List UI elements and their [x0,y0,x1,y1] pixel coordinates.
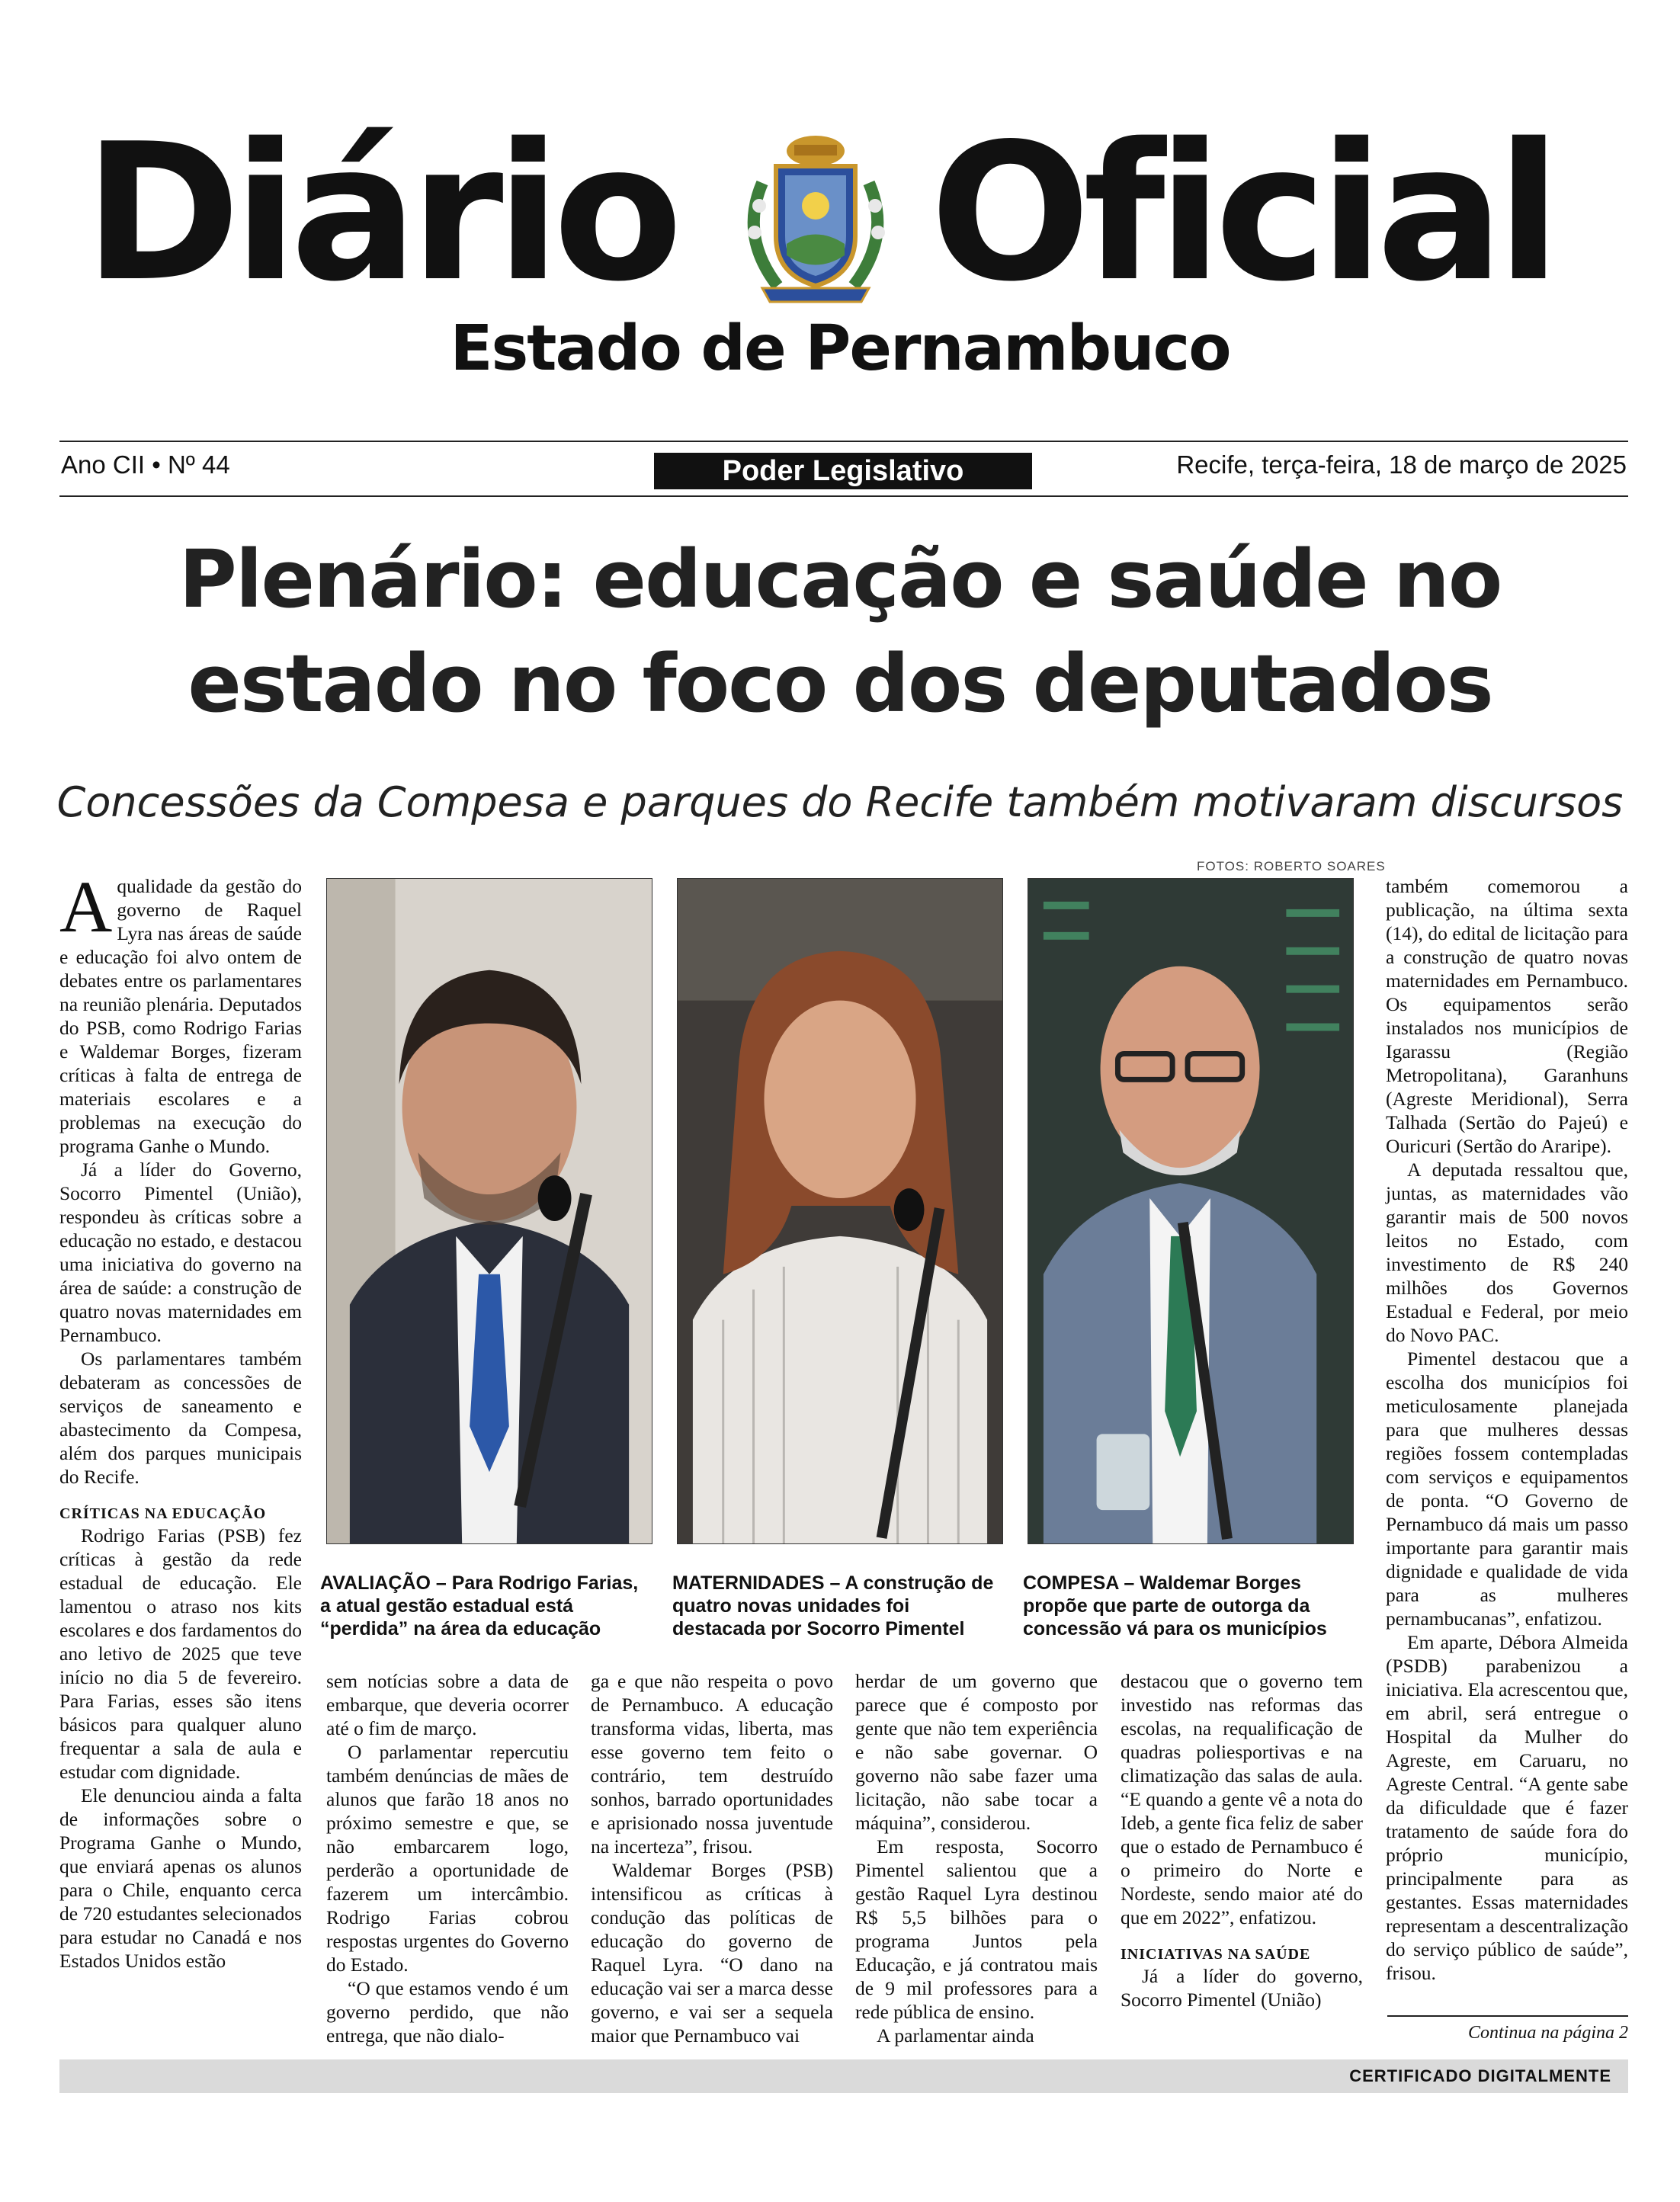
drop-cap: A [59,866,113,947]
bottom-rule [59,495,1628,497]
paragraph: A deputada ressaltou que, juntas, as maternidades vão garantir mais de 500 novos leitos no Estado, com investimento de R$ 240 milhões dos Governos Estadual e Federal, por meio do Novo PAC. [1386,1159,1628,1346]
photo-socorro-pimentel [677,878,1003,1544]
paragraph: Ele denunciou ainda a falta de informações sobre o Programa Ganhe o Mundo, que enviará apenas os alunos para o Chile, enquanto cerca de 720 estudantes selecionados para estudar no Canadá e nos Estados Unidos estão [59,1784,302,1972]
article-column-4 [855,1669,1098,2047]
paragraph: Já a líder do governo, Socorro Pimentel (União) [1121,1965,1363,2011]
paragraph: Os parlamentares também debateram as concessões de serviços de saneamento e abastecimento da Compesa, além dos parques municipais do Recife. [59,1348,302,1488]
photo-credit: FOTOS: ROBERTO SOARES [1197,859,1386,873]
paragraph: Pimentel destacou que a escolha dos municípios foi meticulosamente planejada para que mulheres dessas regiões fossem contempladas com serviços e equipamentos de ponta. “O Governo de Pernambuco dá mais um passo importante para garantir mais dignidade e qualidade de vida para as mulheres pernambucanas”, enfatizou. [1386,1348,1628,1630]
paragraph: A parlamentar ainda [877,2024,1034,2047]
paragraph: também comemorou a publicação, na última sexta (14), do edital de licitação para a construção de quatro novas maternidades em Pernambuco. Os equipamentos serão instalados nos municípios de Igarassu (Região Metropolitana), Garanhuns (Agreste Meridional), Serra Talhada (Sertão do Pajeú) e Ouricuri (Sertão do Araripe). [1386,875,1628,1157]
portrait-woman-icon [678,879,1002,1543]
portrait-man-2-icon [1028,879,1353,1543]
headline [76,527,1604,736]
paragraph: O parlamentar repercutiu também denúncias de mães de alunos que farão 18 anos no próximo semestre e que, se não embarcarem logo, perderão a oportunidade de fazerem um intercâmbio. Rodrigo Farias cobrou respostas urgentes do Governo do Estado. [326,1741,569,1976]
headline-line-2: estado no foco dos deputados [188,637,1492,730]
photo-waldemar-borges [1028,878,1354,1544]
caption-maternidades: MATERNIDADES – A construção de quatro novas unidades foi destacada por Socorro Pimentel [672,1572,994,1639]
publication-date: Recife, terça-feira, 18 de março de 2025 [1176,450,1627,479]
paragraph: sem notícias sobre a data de embarque, que deveria ocorrer até o fim de março. [326,1670,569,1739]
article-column-1 [59,866,302,1973]
masthead-subtitle: Estado de Pernambuco [450,313,1230,385]
edition-number: Ano CII • Nº 44 [61,450,230,479]
paragraph: Em resposta, Socorro Pimentel salientou que a gestão Raquel Lyra destinou R$ 5,5 bilhões para o programa Juntos pela Educação, e já contratou mais de 9 mil professores para a rede pública de ensino. [855,1835,1098,2023]
paragraph: Em aparte, Débora Almeida (PSDB) parabenizou a iniciativa. Ela acrescentou que, em abril, será entregue o Hospital da Mulher do Agreste, em Caruaru, no Agreste Central. “A gente sabe da dificuldade que é fazer tratamento de saúde fora do próprio município, principalmente para as gestantes. Essas maternidades representam a descentralização do serviço público de saúde”, frisou. [1386,1631,1628,1984]
paragraph: herdar de um governo que parece que é composto por gente que não tem experiência e não sabe governar. O governo não sabe fazer uma licitação, não sabe tocar a máquina”, considerou. [855,1670,1098,1834]
masthead-title-right: Oficial [930,104,1554,323]
caption-compesa: COMPESA – Waldemar Borges propõe que parte de outorga da concessão vá para os municípios [1023,1572,1327,1639]
subhead-educacao: CRÍTICAS NA EDUCAÇÃO [59,1505,267,1522]
article-column-6 [1386,874,1628,1985]
paragraph: Waldemar Borges (PSB) intensificou as críticas à condução das políticas de educação do governo de Raquel Lyra. “O dano na educação vai ser a marca desse governo, e vai ser a sequela maior que Pernambuco vai [591,1859,833,2047]
article-column-3 [591,1669,833,2047]
digital-certificate-label: CERTIFICADO DIGITALMENTE [1349,2066,1611,2085]
headline-line-1: Plenário: educação e saúde no [178,533,1502,626]
photo-rodrigo-farias [326,878,652,1544]
article-column-2 [326,1669,569,2047]
paragraph: Rodrigo Farias (PSB) fez críticas à gestão da rede estadual de educação. Ele lamentou o atraso nos kits escolares e dos fardamentos do ano letivo de 2025 que teve início no dia 5 de fevereiro. Para Farias, esses são itens básicos para qualquer aluno frequentar a sala de aula e estudar com dignidade. [59,1524,302,1783]
footer-bar [59,2059,1628,2093]
continued-on-page: Continua na página 2 [1387,2015,1628,2044]
paragraph: “O que estamos vendo é um governo perdido, que não entrega, que não dialo- [326,1977,569,2047]
caption-avaliacao: AVALIAÇÃO – Para Rodrigo Farias, a atual gestão estadual está “perdida” na área da educação [320,1572,639,1639]
pernambuco-coat-of-arms-icon [732,130,899,305]
paragraph: ga e que não respeita o povo de Pernambuco. A educação transforma vidas, liberta, mas esse governo tem feito o contrário, tem destruído sonhos, barrado oportunidades e aprisionado nossa juventude na incerteza”, frisou. [591,1670,833,1857]
top-rule [59,441,1628,442]
subhead-saude: INICIATIVAS NA SAÚDE [1121,1946,1311,1963]
deck: Concessões da Compesa e parques do Recife também motivaram discursos [56,778,1624,826]
paragraph: Já a líder do Governo, Socorro Pimentel (União), respondeu às críticas sobre a educação no estado, e destacou uma iniciativa do governo na área de saúde: a construção de quatro novas maternidades em Pernambuco. [59,1159,302,1346]
paragraph: destacou que o governo tem investido nas reformas das escolas, na requalificação de quadras poliesportivas e na climatização das salas de aula. “E quando a gente vê a nota do Ideb, a gente fica feliz de saber que o estado de Pernambuco é o primeiro do Norte e Nordeste, sendo maior até do que em 2022”, enfatizou. [1121,1670,1363,1928]
paragraph: qualidade da gestão do governo de Raquel Lyra nas áreas de saúde e educação foi alvo ontem de debates entre os parlamentares na reunião plenária. Deputados do PSB, como Rodrigo Farias e Waldemar Borges, fizeram críticas à falta de entrega de materiais escolares e a problemas na execução do programa Ganhe o Mundo. [59,875,302,1157]
masthead [0,104,1680,323]
masthead-title-left: Diário [84,104,675,323]
portrait-man-1-icon [327,879,652,1543]
section-label: Poder Legislativo [654,453,1032,489]
article-column-5 [1121,1669,1363,2011]
